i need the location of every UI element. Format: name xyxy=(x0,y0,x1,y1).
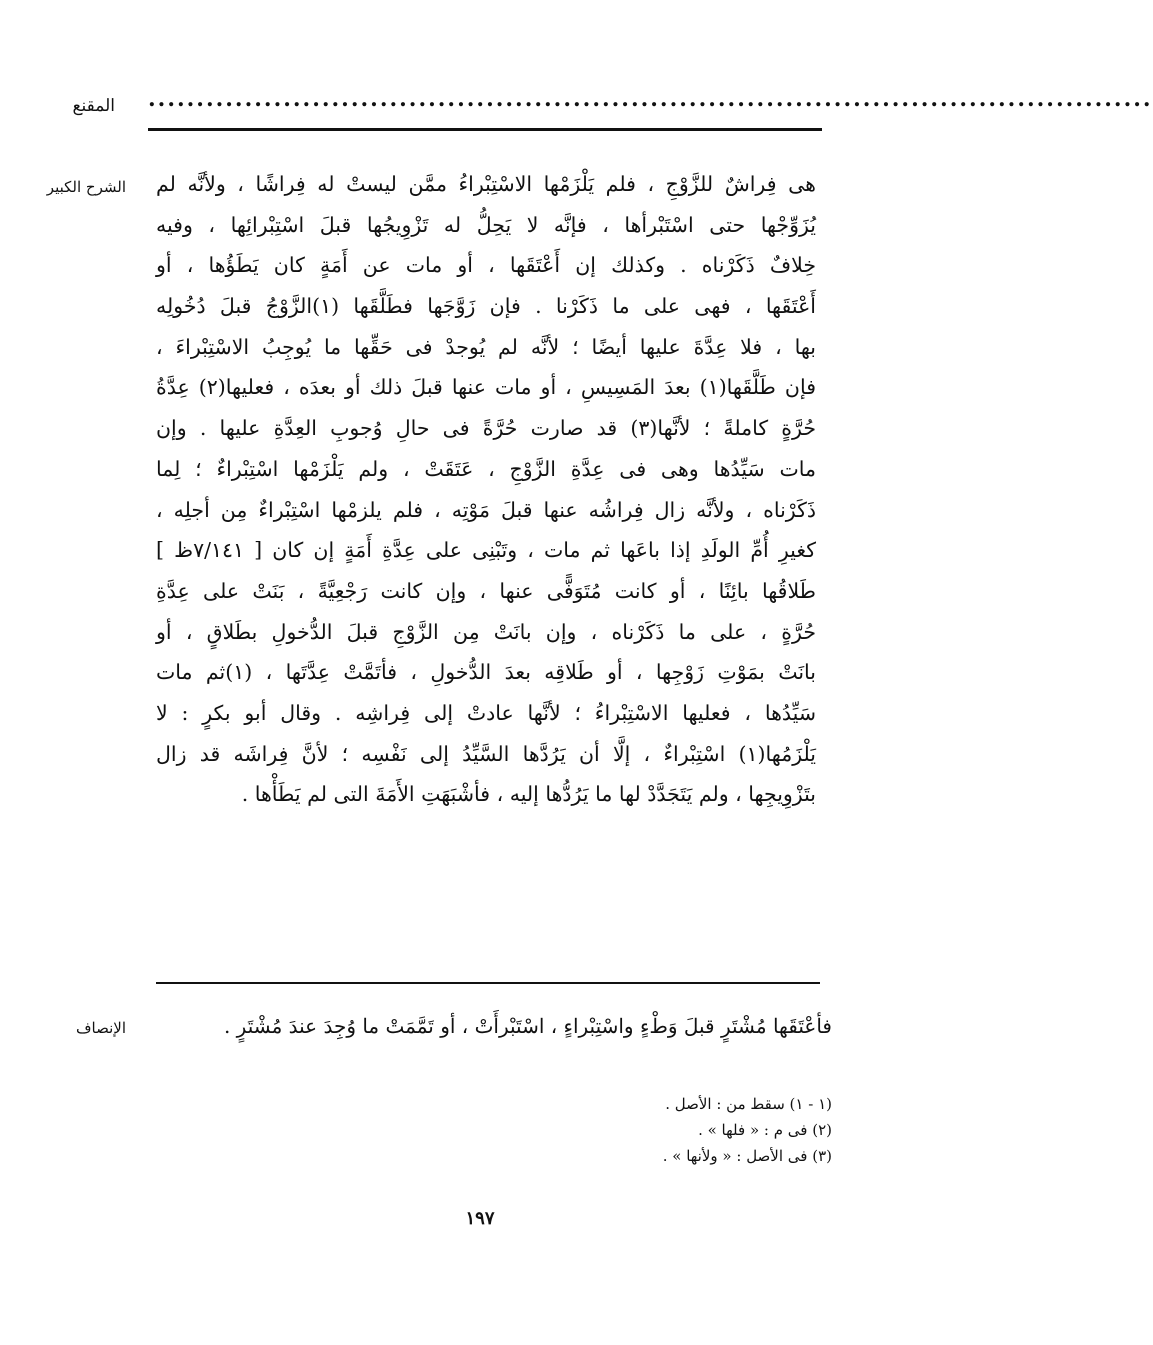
text-line: كغيرِ أُمِّ الولَدِ إذا باعَها ثم مات ، وتَبْنِى على عِدَّةِ أَمَةٍ إن كان [ ٧/١٤١ظ ] xyxy=(156,538,816,563)
text-line: خِلافٌ ذَكَرْناه . وكذلك إن أَعْتَقَها ، أو مات عن أَمَةٍ كان يَطَؤُها ، أو xyxy=(156,253,816,278)
text-line: يَلْزَمُها(١) اسْتِبْراءٌ ، إلَّا أن يَرُدَّها السَّيِّدُ إلى نَفْسِه ؛ لأنَّ فِراشَه قد زال xyxy=(156,741,816,766)
running-title: المقنع xyxy=(72,96,115,116)
text-line: مات سَيِّدُها وهى فى عِدَّةِ الزَّوْجِ ، عَتَقَتْ ، ولم يَلْزَمْها اسْتِبْراءٌ ؛ لِما xyxy=(156,456,816,481)
footnotes xyxy=(420,1091,832,1169)
text-line: سَيِّدُها ، فعليها الاسْتِبْراءُ ؛ لأنَّها عادتْ إلى فِراشِه . وقال أبو بكرٍ : لا xyxy=(156,700,816,725)
text-line: أَعْتَقَها ، فهى على ما ذَكَرْنا . فإن زَوَّجَها فطَلَّقَها (١)الزَّوْجُ قبلَ دُخُولِه xyxy=(156,294,816,319)
text-line: ذَكَرْناه ، ولأنَّه زال فِراشُه عنها قبلَ مَوْتِه ، فلم يلزمْها اسْتِبْراءٌ مِن أجلِه ، xyxy=(156,497,816,522)
header-rule xyxy=(148,128,822,131)
margin-label-insaf: الإنصاف xyxy=(75,1019,126,1037)
text-line: فإن طَلَّقَها(١) بعدَ المَسِيسِ ، أو مات عنها قبلَ ذلك أو بعدَه ، فعليها(٢) عِدَّةُ xyxy=(156,375,816,400)
main-text xyxy=(156,164,816,815)
text-line: طَلاقُها بائِنًا ، أو كانت مُتَوَفًّى عنها ، وإن كانت رَجْعِيَّةً ، بَنَتْ على عِدَّةِ xyxy=(156,578,816,603)
text-line: هى فِراشٌ للزَّوْجِ ، فلم يَلْزَمْها الاسْتِبْراءُ ممَّن ليستْ له فِراشًا ، ولأنَّه لم xyxy=(156,172,816,196)
footnote: (١ - ١) سقط من : الأصل . xyxy=(665,1095,832,1113)
text-line: حُرَّةٍ كاملةً ؛ لأنَّها(٣) قد صارت حُرَّةً فى حالِ وُجوبِ العِدَّةِ عليها . وإن xyxy=(156,416,816,441)
text-line: حُرَّةٍ ، على ما ذَكَرْناه ، وإن بانَتْ مِن الزَّوْجِ قبلَ الدُّخولِ بطَلاقٍ ، أو xyxy=(156,619,816,644)
insaf-text: فأعْتَقَها مُشْتَرٍ قبلَ وَطْءٍ واسْتِبْراءٍ ، اسْتَبْرأَتْ ، أو تَمَّمَتْ ما وُجِدَ عندَ مُشْتَرٍ . xyxy=(223,1014,832,1038)
margin-label-sharh: الشرح الكبير xyxy=(46,178,126,196)
page-number: ١٩٧ xyxy=(465,1208,495,1229)
dot-leader: ........................................................................................................ xyxy=(148,86,1153,112)
text-line: بها ، فلا عِدَّةَ عليها أيضًا ؛ لأنَّه لم يُوجدْ فى حَقِّها ما يُوجِبُ الاسْتِبْراءَ ، xyxy=(156,334,816,359)
footnote: (٣) فى الأصل : « ولأنها » . xyxy=(662,1147,832,1165)
section-rule xyxy=(156,982,820,984)
text-line: بانَتْ بمَوْتِ زَوْجِها ، أو طَلاقِه بعدَ الدُّخولِ ، فأتَمَّتْ عِدَّتَها ، (١)ثم مات xyxy=(156,660,817,685)
text-line: يُزَوِّجْها حتى اسْتَبْرأها ، فإنَّه لا يَحِلُّ له تَزْوِيجُها قبلَ اسْتِبْرائِها ، وفيه xyxy=(156,212,816,237)
footnote: (٢) فى م : « فلها » . xyxy=(698,1121,832,1139)
text-line: بتَزْوِيجِها ، ولم يَتَجَدَّدْ لها ما يَرُدُّها إليه ، فأشْبَهَتِ الأَمَةَ التى لم يَطَأْها . xyxy=(241,782,816,807)
